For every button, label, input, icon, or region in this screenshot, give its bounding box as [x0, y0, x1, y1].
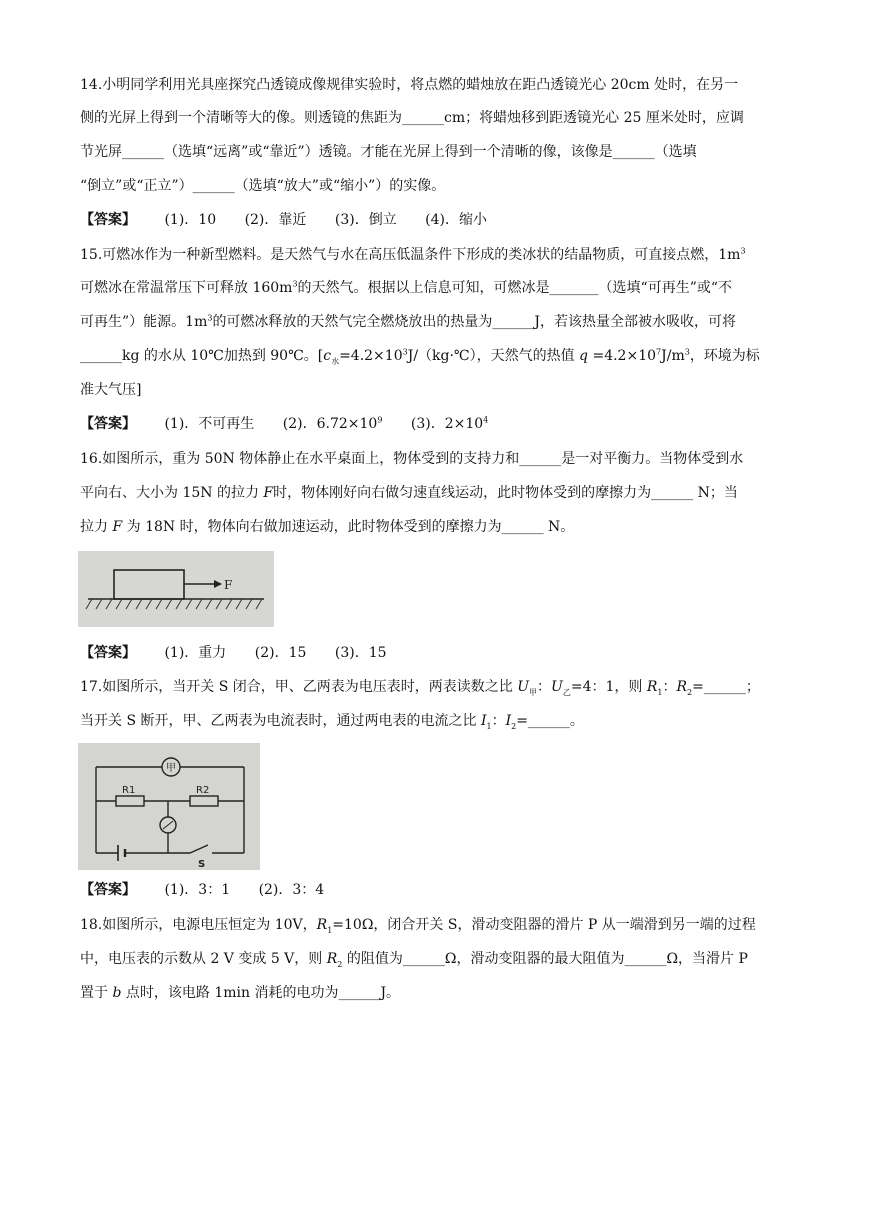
q18-line-3: 置于 b 点时，该电路 1min 消耗的电功为______J。: [80, 985, 401, 1001]
q14-line-2: 侧的光屏上得到一个清晰等大的像。则透镜的焦距为______cm；将蜡烛移到距透镜光心 25 厘米处时，应调: [80, 110, 744, 126]
q17-answer: [80, 881, 324, 899]
q16-line-2: 平向右、大小为 15N 的拉力 F时，物体刚好向右做匀速直线运动，此时物体受到的摩擦力为______ N；当: [80, 485, 738, 501]
svg-text:甲: 甲: [166, 763, 176, 774]
answer-item: (2)．靠近: [244, 212, 307, 228]
circuit-figure: [78, 743, 260, 870]
q16-line-3: 拉力 F 为 18N 时，物体向右做加速运动，此时物体受到的摩擦力为______ N。: [80, 519, 575, 535]
q15-line-4: ______kg 的水从 10℃加热到 90℃。[$c_水=4.2\times 10^3J/(kg\cdot℃)$，天然气的热值 $q =4.2\times 10^7J/m^3$，环境为标: [80, 347, 760, 366]
q18-line-2: 中，电压表的示数从 2 V 变成 5 V，则 $R_2$ 的阻值为______Ω，滑动变阻器的最大阻值为______Ω，当滑片 P: [80, 951, 748, 969]
answer-item: (2)．15: [254, 645, 307, 661]
answer-tag: 【答案】: [80, 212, 136, 228]
answer-item: (3)．15: [334, 645, 387, 661]
q16-answer: [80, 644, 387, 662]
q14-line-3: 节光屏______（选填“远离”或“靠近”）透镜。才能在光屏上得到一个清晰的像，该像是______（选填: [80, 144, 697, 160]
q15-answer: [80, 415, 488, 433]
q15-line-5: 准大气压]: [80, 382, 142, 398]
answer-item: (1)．重力: [164, 645, 227, 661]
answer-item: (2)．$6.72\times 10^9$: [282, 415, 383, 432]
q15-line-1: 15.可燃冰作为一种新型燃料。是天然气与水在高压低温条件下形成的类冰状的结晶物质，可直接点燃，$1m^3$: [80, 246, 746, 263]
q17-line-1: 17.如图所示，当开关 S 闭合，甲、乙两表为电压表时，两表读数之比 $U_甲$：$U_乙=4$：1，则 $R_1$：$R_2=\_\_\_\_\_\_$；: [80, 679, 760, 697]
q15-line-2: 可燃冰在常温常压下可释放 $160m^3$的天然气。根据以上信息可知，可燃冰是_______（选填“可再生”或“不: [80, 279, 733, 296]
q14-line-1: 14.小明同学利用光具座探究凸透镜成像规律实验时，将点燃的蜡烛放在距凸透镜光心 20cm 处时，在另一: [80, 77, 739, 93]
q14-answer: [80, 211, 487, 229]
q15-line-3: 可再生”）能源。$1m^3$的可燃冰释放的天然气完全燃烧放出的热量为______J，若该热量全部被水吸收，可将: [80, 313, 737, 330]
answer-item: (1)．不可再生: [164, 416, 255, 432]
force-label: F: [224, 578, 233, 592]
answer-item: (2)．3：4: [258, 882, 325, 898]
block-force-figure: [78, 551, 274, 627]
answer-item: (4)．缩小: [425, 212, 487, 228]
switch-label: S: [198, 859, 206, 870]
q18-line-1: 18.如图所示，电源电压恒定为 10V，$R_1=10\Omega$，闭合开关 S，滑动变阻器的滑片 P 从一端滑到另一端的过程: [80, 917, 756, 935]
q17-line-2: 当开关 S 断开，甲、乙两表为电流表时，通过两电表的电流之比 $I_1$：$I_2=\_\_\_\_\_\_$。: [80, 713, 584, 731]
answer-tag: 【答案】: [80, 645, 136, 661]
answer-item: (1)．3：1: [164, 882, 231, 898]
answer-item: (3)．$2\times 10^4$: [410, 415, 489, 432]
answer-tag: 【答案】: [80, 882, 136, 898]
q14-line-4: “倒立”或“正立”）______（选填“放大”或“缩小”）的实像。: [80, 178, 446, 194]
r1-label: R1: [122, 785, 136, 796]
answer-item: (3)．倒立: [334, 212, 397, 228]
r2-label: R2: [196, 785, 210, 796]
q16-line-1: 16.如图所示，重为 50N 物体静止在水平桌面上，物体受到的支持力和______是一对平衡力。当物体受到水: [80, 451, 744, 467]
answer-item: (1)．10: [164, 212, 217, 228]
answer-tag: 【答案】: [80, 416, 136, 432]
